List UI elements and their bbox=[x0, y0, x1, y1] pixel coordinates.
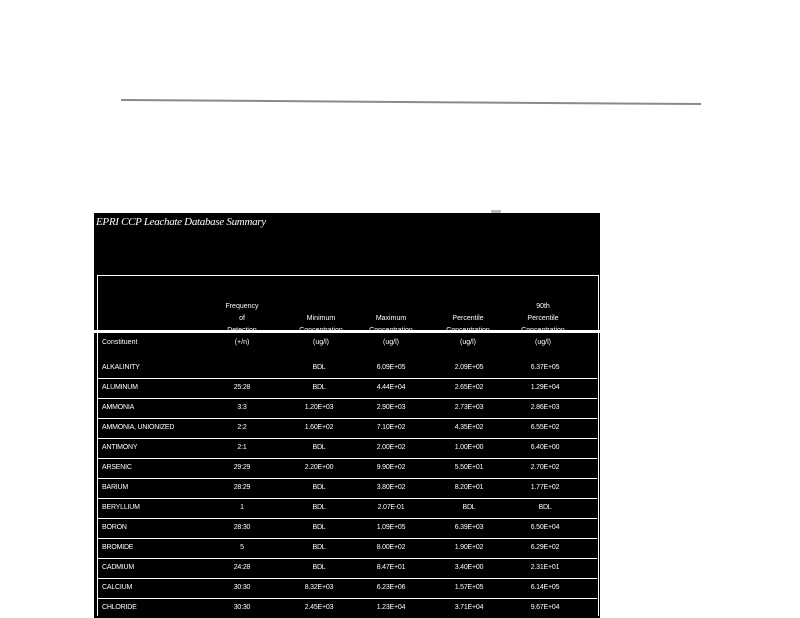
cell-constituent: ANTIMONY bbox=[102, 444, 138, 451]
horizontal-rule bbox=[121, 99, 701, 105]
cell-p50: 6.39E+03 bbox=[454, 524, 484, 531]
cell-p50: 1.57E+05 bbox=[454, 584, 484, 591]
document-title: EPRI CCP Leachate Database Summary bbox=[96, 216, 266, 228]
cell-p90: 2.86E+03 bbox=[530, 404, 560, 411]
header-p90-line2: Percentile bbox=[527, 315, 559, 322]
cell-frequency: 28:29 bbox=[233, 484, 251, 491]
cell-minimum: 1.20E+03 bbox=[304, 404, 334, 411]
cell-constituent: CALCIUM bbox=[102, 584, 133, 591]
cell-minimum: BDL bbox=[312, 364, 326, 371]
cell-maximum: 6.09E+05 bbox=[376, 364, 406, 371]
cell-maximum: 2.00E+02 bbox=[376, 444, 406, 451]
cell-p50: 2.73E+03 bbox=[454, 404, 484, 411]
header-frequency bbox=[218, 301, 266, 349]
table-row bbox=[97, 399, 597, 419]
table-row bbox=[97, 479, 597, 499]
cell-constituent: AMMONIA bbox=[102, 404, 135, 411]
cell-maximum: 8.00E+02 bbox=[376, 544, 406, 551]
cell-maximum: 7.10E+02 bbox=[376, 424, 406, 431]
cell-frequency: 2:2 bbox=[237, 424, 247, 431]
cell-minimum: BDL bbox=[312, 504, 326, 511]
header-p90 bbox=[512, 301, 574, 349]
cell-p50: 2.65E+02 bbox=[454, 384, 484, 391]
cell-constituent: BERYLLIUM bbox=[102, 504, 140, 511]
scan-band bbox=[94, 330, 600, 333]
cell-frequency: 30:30 bbox=[233, 584, 251, 591]
header-frequency-line1: Frequency bbox=[225, 303, 259, 310]
header-frequency-line4: (+/n) bbox=[234, 339, 250, 346]
header-frequency-line2: of bbox=[239, 315, 245, 322]
cell-maximum: 8.47E+01 bbox=[376, 564, 406, 571]
cell-p50: 3.40E+00 bbox=[454, 564, 484, 571]
cell-constituent: CADMIUM bbox=[102, 564, 135, 571]
header-p50-line1: Percentile bbox=[452, 315, 484, 322]
cell-p90: 6.37E+05 bbox=[530, 364, 560, 371]
header-maximum-line1: Maximum bbox=[375, 315, 407, 322]
cell-frequency: 24:28 bbox=[233, 564, 251, 571]
header-constituent: Constituent bbox=[102, 339, 138, 346]
table-row bbox=[97, 459, 597, 479]
header-p50-line3: (ug/l) bbox=[460, 339, 476, 346]
cell-minimum: 8.32E+03 bbox=[304, 584, 334, 591]
cell-minimum: 2.45E+03 bbox=[304, 604, 334, 611]
table-row bbox=[97, 499, 597, 519]
cell-p50: 8.20E+01 bbox=[454, 484, 484, 491]
cell-p90: 9.67E+04 bbox=[530, 604, 560, 611]
cell-constituent: AMMONIA, UNIONIZED bbox=[102, 424, 175, 431]
cell-constituent: ALUMINUM bbox=[102, 384, 138, 391]
table-row bbox=[97, 359, 597, 379]
cell-minimum: BDL bbox=[312, 384, 326, 391]
cell-maximum: 4.44E+04 bbox=[376, 384, 406, 391]
cell-frequency: 3:3 bbox=[237, 404, 247, 411]
cell-frequency: 1 bbox=[240, 504, 244, 511]
cell-p90: 6.14E+05 bbox=[530, 584, 560, 591]
table-row bbox=[97, 439, 597, 459]
cell-constituent: ARSENIC bbox=[102, 464, 132, 471]
cell-constituent: CHLORIDE bbox=[102, 604, 137, 611]
header-p90-line1: 90th bbox=[536, 303, 550, 310]
cell-maximum: 2.90E+03 bbox=[376, 404, 406, 411]
cell-minimum: BDL bbox=[312, 484, 326, 491]
cell-p90: 2.31E+01 bbox=[530, 564, 560, 571]
cell-constituent: BROMIDE bbox=[102, 544, 134, 551]
table-row bbox=[97, 539, 597, 559]
cell-p90: 1.29E+04 bbox=[530, 384, 560, 391]
table-row bbox=[97, 379, 597, 399]
cell-maximum: 1.23E+04 bbox=[376, 604, 406, 611]
cell-minimum: 1.60E+02 bbox=[304, 424, 334, 431]
cell-minimum: 2.20E+00 bbox=[304, 464, 334, 471]
cell-p50: 3.71E+04 bbox=[454, 604, 484, 611]
cell-minimum: BDL bbox=[312, 444, 326, 451]
leachate-summary-document bbox=[94, 213, 600, 618]
header-minimum-line1: Minimum bbox=[306, 315, 336, 322]
cell-p50: 5.50E+01 bbox=[454, 464, 484, 471]
cell-maximum: 6.23E+06 bbox=[376, 584, 406, 591]
cell-p50: 1.90E+02 bbox=[454, 544, 484, 551]
header-p90-line4: (ug/l) bbox=[535, 339, 551, 346]
cell-constituent: ALKALINITY bbox=[102, 364, 140, 371]
table-row bbox=[97, 599, 597, 618]
cell-p50: 4.35E+02 bbox=[454, 424, 484, 431]
cell-frequency: 25:28 bbox=[233, 384, 251, 391]
cell-frequency: 5 bbox=[240, 544, 244, 551]
cell-constituent: BARIUM bbox=[102, 484, 129, 491]
cell-p90: 2.70E+02 bbox=[530, 464, 560, 471]
cell-p90: 6.29E+02 bbox=[530, 544, 560, 551]
cell-p50: 1.00E+00 bbox=[454, 444, 484, 451]
cell-constituent: BORON bbox=[102, 524, 127, 531]
cell-minimum: BDL bbox=[312, 564, 326, 571]
cell-frequency: 2:1 bbox=[237, 444, 247, 451]
cell-frequency: 29:29 bbox=[233, 464, 251, 471]
cell-p90: 6.55E+02 bbox=[530, 424, 560, 431]
cell-maximum: 9.90E+02 bbox=[376, 464, 406, 471]
cell-maximum: 1.09E+05 bbox=[376, 524, 406, 531]
cell-p90: 6.50E+04 bbox=[530, 524, 560, 531]
table-row bbox=[97, 519, 597, 539]
cell-p90: BDL bbox=[538, 504, 552, 511]
cell-p90: 1.77E+02 bbox=[530, 484, 560, 491]
cell-minimum: BDL bbox=[312, 544, 326, 551]
cell-p50: 2.09E+05 bbox=[454, 364, 484, 371]
cell-maximum: 2.07E-01 bbox=[377, 504, 405, 511]
table-row bbox=[97, 559, 597, 579]
cell-frequency: 28:30 bbox=[233, 524, 251, 531]
header-maximum-line3: (ug/l) bbox=[383, 339, 399, 346]
header-minimum-line3: (ug/l) bbox=[313, 339, 329, 346]
cell-maximum: 3.80E+02 bbox=[376, 484, 406, 491]
cell-minimum: BDL bbox=[312, 524, 326, 531]
table-row bbox=[97, 419, 597, 439]
cell-p50: BDL bbox=[462, 504, 476, 511]
cell-p90: 6.40E+00 bbox=[530, 444, 560, 451]
table-row bbox=[97, 579, 597, 599]
cell-frequency: 30:30 bbox=[233, 604, 251, 611]
